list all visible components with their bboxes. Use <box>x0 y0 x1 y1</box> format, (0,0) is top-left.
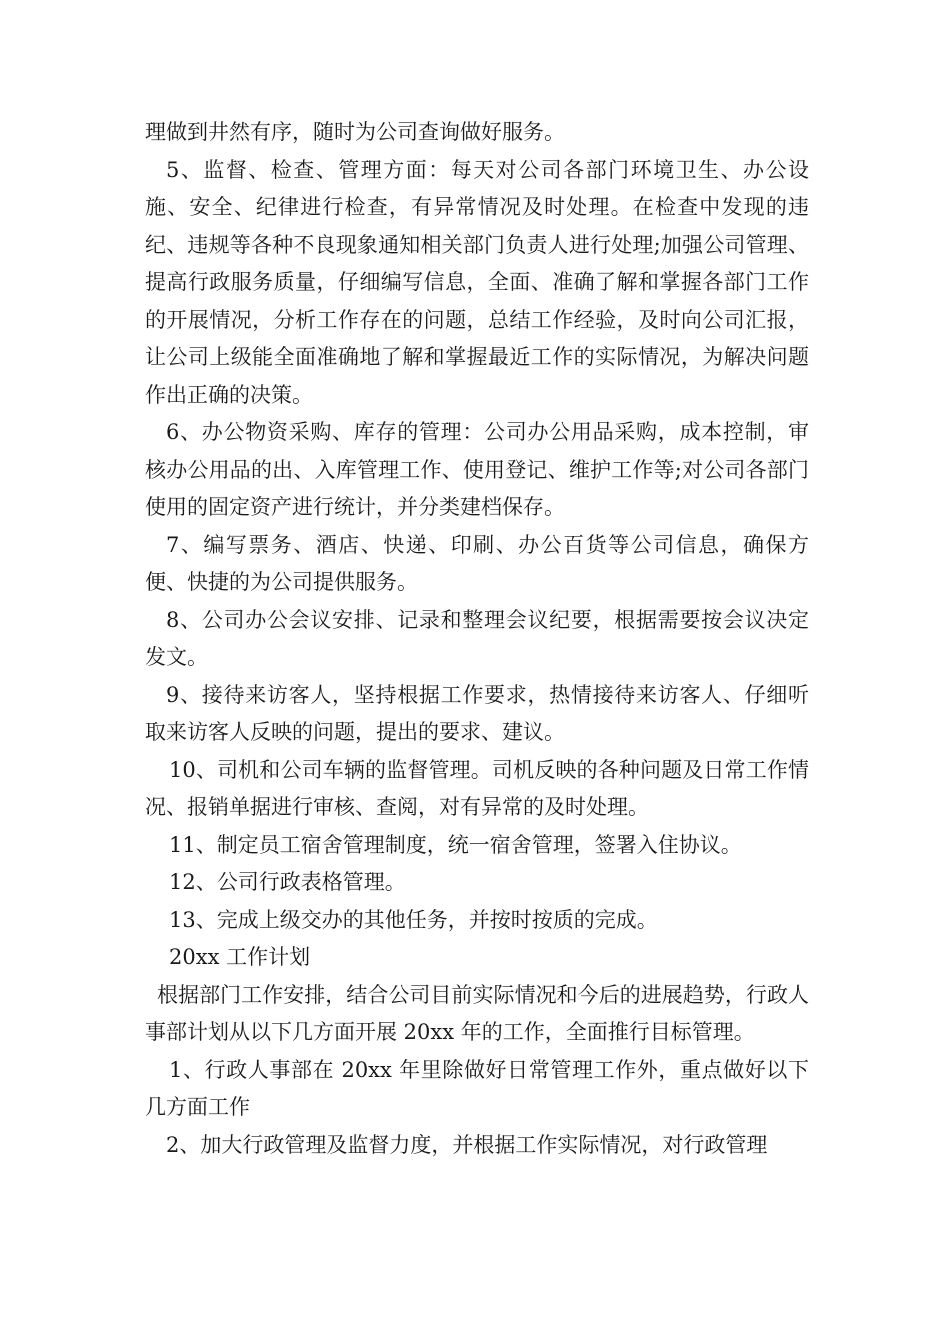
paragraph-item-13: 13、完成上级交办的其他任务，并按时按质的完成。 <box>169 907 658 932</box>
paragraph-plan-intro: 根据部门工作安排，结合公司目前实际情况和今后的进展趋势，行政人事部计划从以下几方面开展 20xx 年的工作，全面推行目标管理。 <box>145 982 809 1044</box>
paragraph-item-10: 10、司机和公司车辆的监督管理。司机反映的各种问题及日常工作情况、报销单据进行审核、查阅，对有异常的及时处理。 <box>145 757 809 819</box>
paragraph-item-6: 6、办公物资采购、库存的管理：公司办公用品采购，成本控制，审核办公用品的出、入库管理工作、使用登记、维护工作等;对公司各部门使用的固定资产进行统计，并分类建档保存。 <box>145 420 809 519</box>
paragraph-item-5: 5、监督、检查、管理方面：每天对公司各部门环境卫生、办公设施、安全、纪律进行检查，有异常情况及时处理。在检查中发现的违纪、违规等各种不良现象通知相关部门负责人进行处理;加强公司管理、提高行政服务质量，仔细编写信息，全面、准确了解和掌握各部门工作的开展情况，分析工作存在的问题，总结工作经验，及时向公司汇报，让公司上级能全面准确地了解和掌握最近工作的实际情况，为解决问题作出正确的决策。 <box>145 157 809 407</box>
paragraph-plan-item-1: 1、行政人事部在 20xx 年里除做好日常管理工作外，重点做好以下几方面工作 <box>145 1057 809 1119</box>
paragraph-item-11: 11、制定员工宿舍管理制度，统一宿舍管理，签署入住协议。 <box>169 832 742 857</box>
paragraph-item-7: 7、编写票务、酒店、快递、印刷、办公百货等公司信息，确保方便、快捷的为公司提供服务。 <box>145 532 809 594</box>
paragraph-continuation: 理做到井然有序，随时为公司查询做好服务。 <box>145 120 565 144</box>
paragraph-item-8: 8、公司办公会议安排、记录和整理会议纪要，根据需要按会议决定发文。 <box>145 607 809 669</box>
document-body <box>145 114 809 1164</box>
paragraph-item-12: 12、公司行政表格管理。 <box>169 870 406 894</box>
section-heading-plan: 20xx 工作计划 <box>169 945 311 969</box>
paragraph-item-9: 9、接待来访客人，坚持根据工作要求，热情接待来访客人、仔细听取来访客人反映的问题，提出的要求、建议。 <box>145 682 809 744</box>
paragraph-plan-item-2: 2、加大行政管理及监督力度，并根据工作实际情况，对行政管理 <box>166 1132 768 1157</box>
